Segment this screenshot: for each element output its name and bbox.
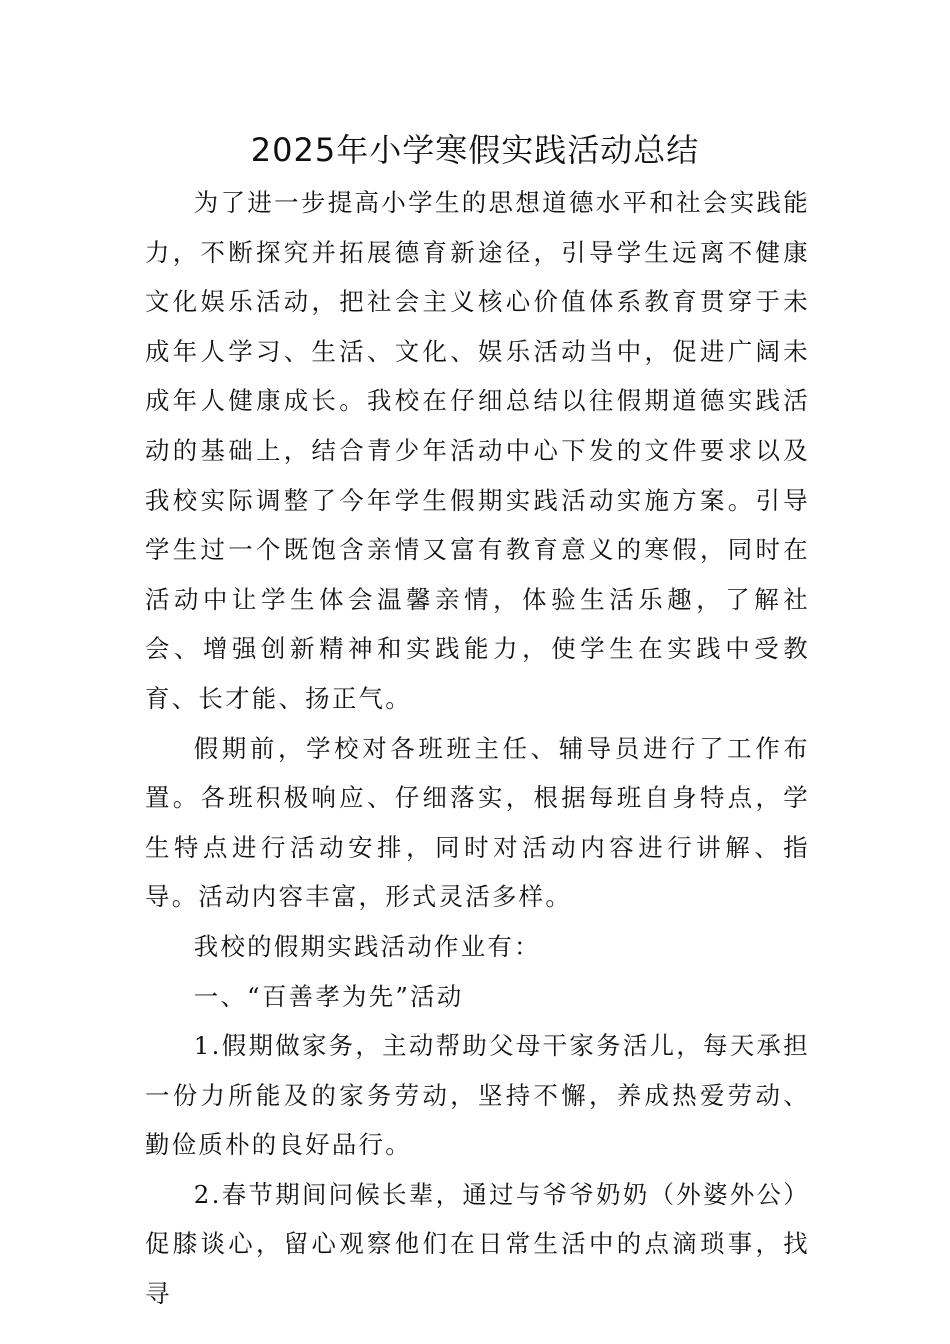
section-heading-filial-piety: 一、“百善孝为先”活动 bbox=[193, 981, 464, 1011]
document-title: 2025年小学寒假实践活动总结 bbox=[250, 131, 700, 169]
document-body bbox=[145, 178, 810, 1319]
paragraph-homework-intro: 我校的假期实践活动作业有： bbox=[193, 931, 541, 961]
list-item-housework: 1.假期做家务，主动帮助父母干家务活儿，每天承担一份力所能及的家务劳动，坚持不懈，养成热爱劳动、勤俭质朴的良好品行。 bbox=[145, 1031, 810, 1160]
paragraph-preparation: 假期前，学校对各班班主任、辅导员进行了工作布置。各班积极响应、仔细落实，根据每班自身特点，学生特点进行活动安排，同时对活动内容进行讲解、指导。活动内容丰富，形式灵活多样。 bbox=[145, 733, 810, 912]
paragraph-intro: 为了进一步提高小学生的思想道德水平和社会实践能力，不断探究并拓展德育新途径，引导学生远离不健康文化娱乐活动，把社会主义核心价值体系教育贯穿于未成年人学习、生活、文化、娱乐活动当中，促进广阔未成年人健康成长。我校在仔细总结以往假期道德实践活动的基础上，结合青少年活动中心下发的文件要求以及我校实际调整了今年学生假期实践活动实施方案。引导学生过一个既饱含亲情又富有教育意义的寒假，同时在活动中让学生体会温馨亲情，体验生活乐趣，了解社会、增强创新精神和实践能力，使学生在实践中受教育、长才能、扬正气。 bbox=[145, 188, 810, 713]
list-item-greet-elders: 2.春节期间问候长辈，通过与爷爷奶奶（外婆外公）促膝谈心，留心观察他们在日常生活中的点滴琐事，找寻 bbox=[145, 1179, 810, 1309]
